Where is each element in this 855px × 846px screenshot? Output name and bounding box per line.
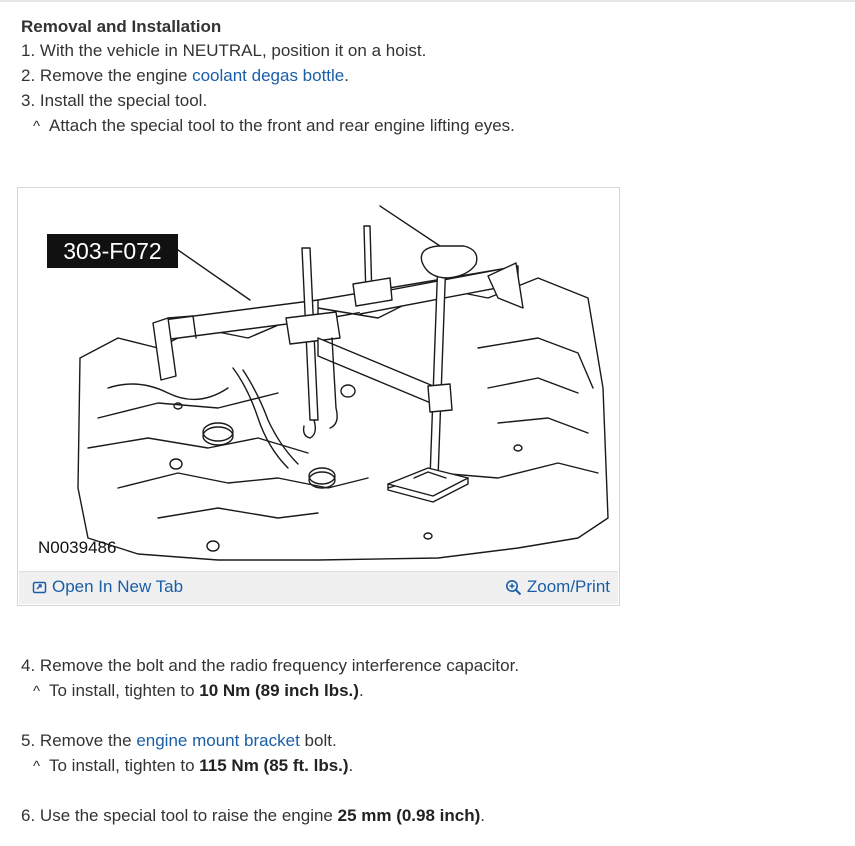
zoom-print-label: Zoom/Print <box>526 577 610 596</box>
figure-toolbar <box>19 571 618 604</box>
caret-icon: ^ <box>33 758 41 775</box>
illustration-figure <box>17 187 620 606</box>
step-4-note: ^ To install, tighten to 10 Nm (89 inch lbs.). <box>33 681 364 700</box>
step-4: 4. Remove the bolt and the radio frequency interference capacitor. <box>21 656 520 675</box>
caret-icon: ^ <box>33 118 41 135</box>
zoom-print-button[interactable] <box>505 577 610 597</box>
open-new-tab-icon <box>32 580 47 595</box>
step-1: 1. With the vehicle in NEUTRAL, position it on a hoist. <box>21 41 427 60</box>
top-divider <box>0 0 855 2</box>
step-5: 5. Remove the engine mount bracket bolt. <box>21 731 337 750</box>
step-5-note: ^ To install, tighten to 115 Nm (85 ft. lbs.). <box>33 756 354 775</box>
step-6: 6. Use the special tool to raise the engine 25 mm (0.98 inch). <box>21 806 486 825</box>
caret-icon: ^ <box>33 683 41 700</box>
open-in-new-tab-label: Open In New Tab <box>52 577 184 596</box>
open-in-new-tab-button[interactable] <box>32 577 183 597</box>
coolant-degas-bottle-link[interactable]: coolant degas bottle <box>192 66 345 85</box>
step-3: 3. Install the special tool. <box>21 91 208 110</box>
magnifier-plus-icon <box>505 579 522 596</box>
image-code: N0039486 <box>38 538 117 557</box>
step-3-note: ^ Attach the special tool to the front and rear engine lifting eyes. <box>33 116 515 135</box>
step-2: 2. Remove the engine coolant degas bottle. <box>21 66 349 85</box>
tool-number-label: 303-F072 <box>47 234 178 268</box>
section-heading: Removal and Installation <box>21 17 222 36</box>
engine-mount-bracket-link[interactable]: engine mount bracket <box>136 731 300 750</box>
